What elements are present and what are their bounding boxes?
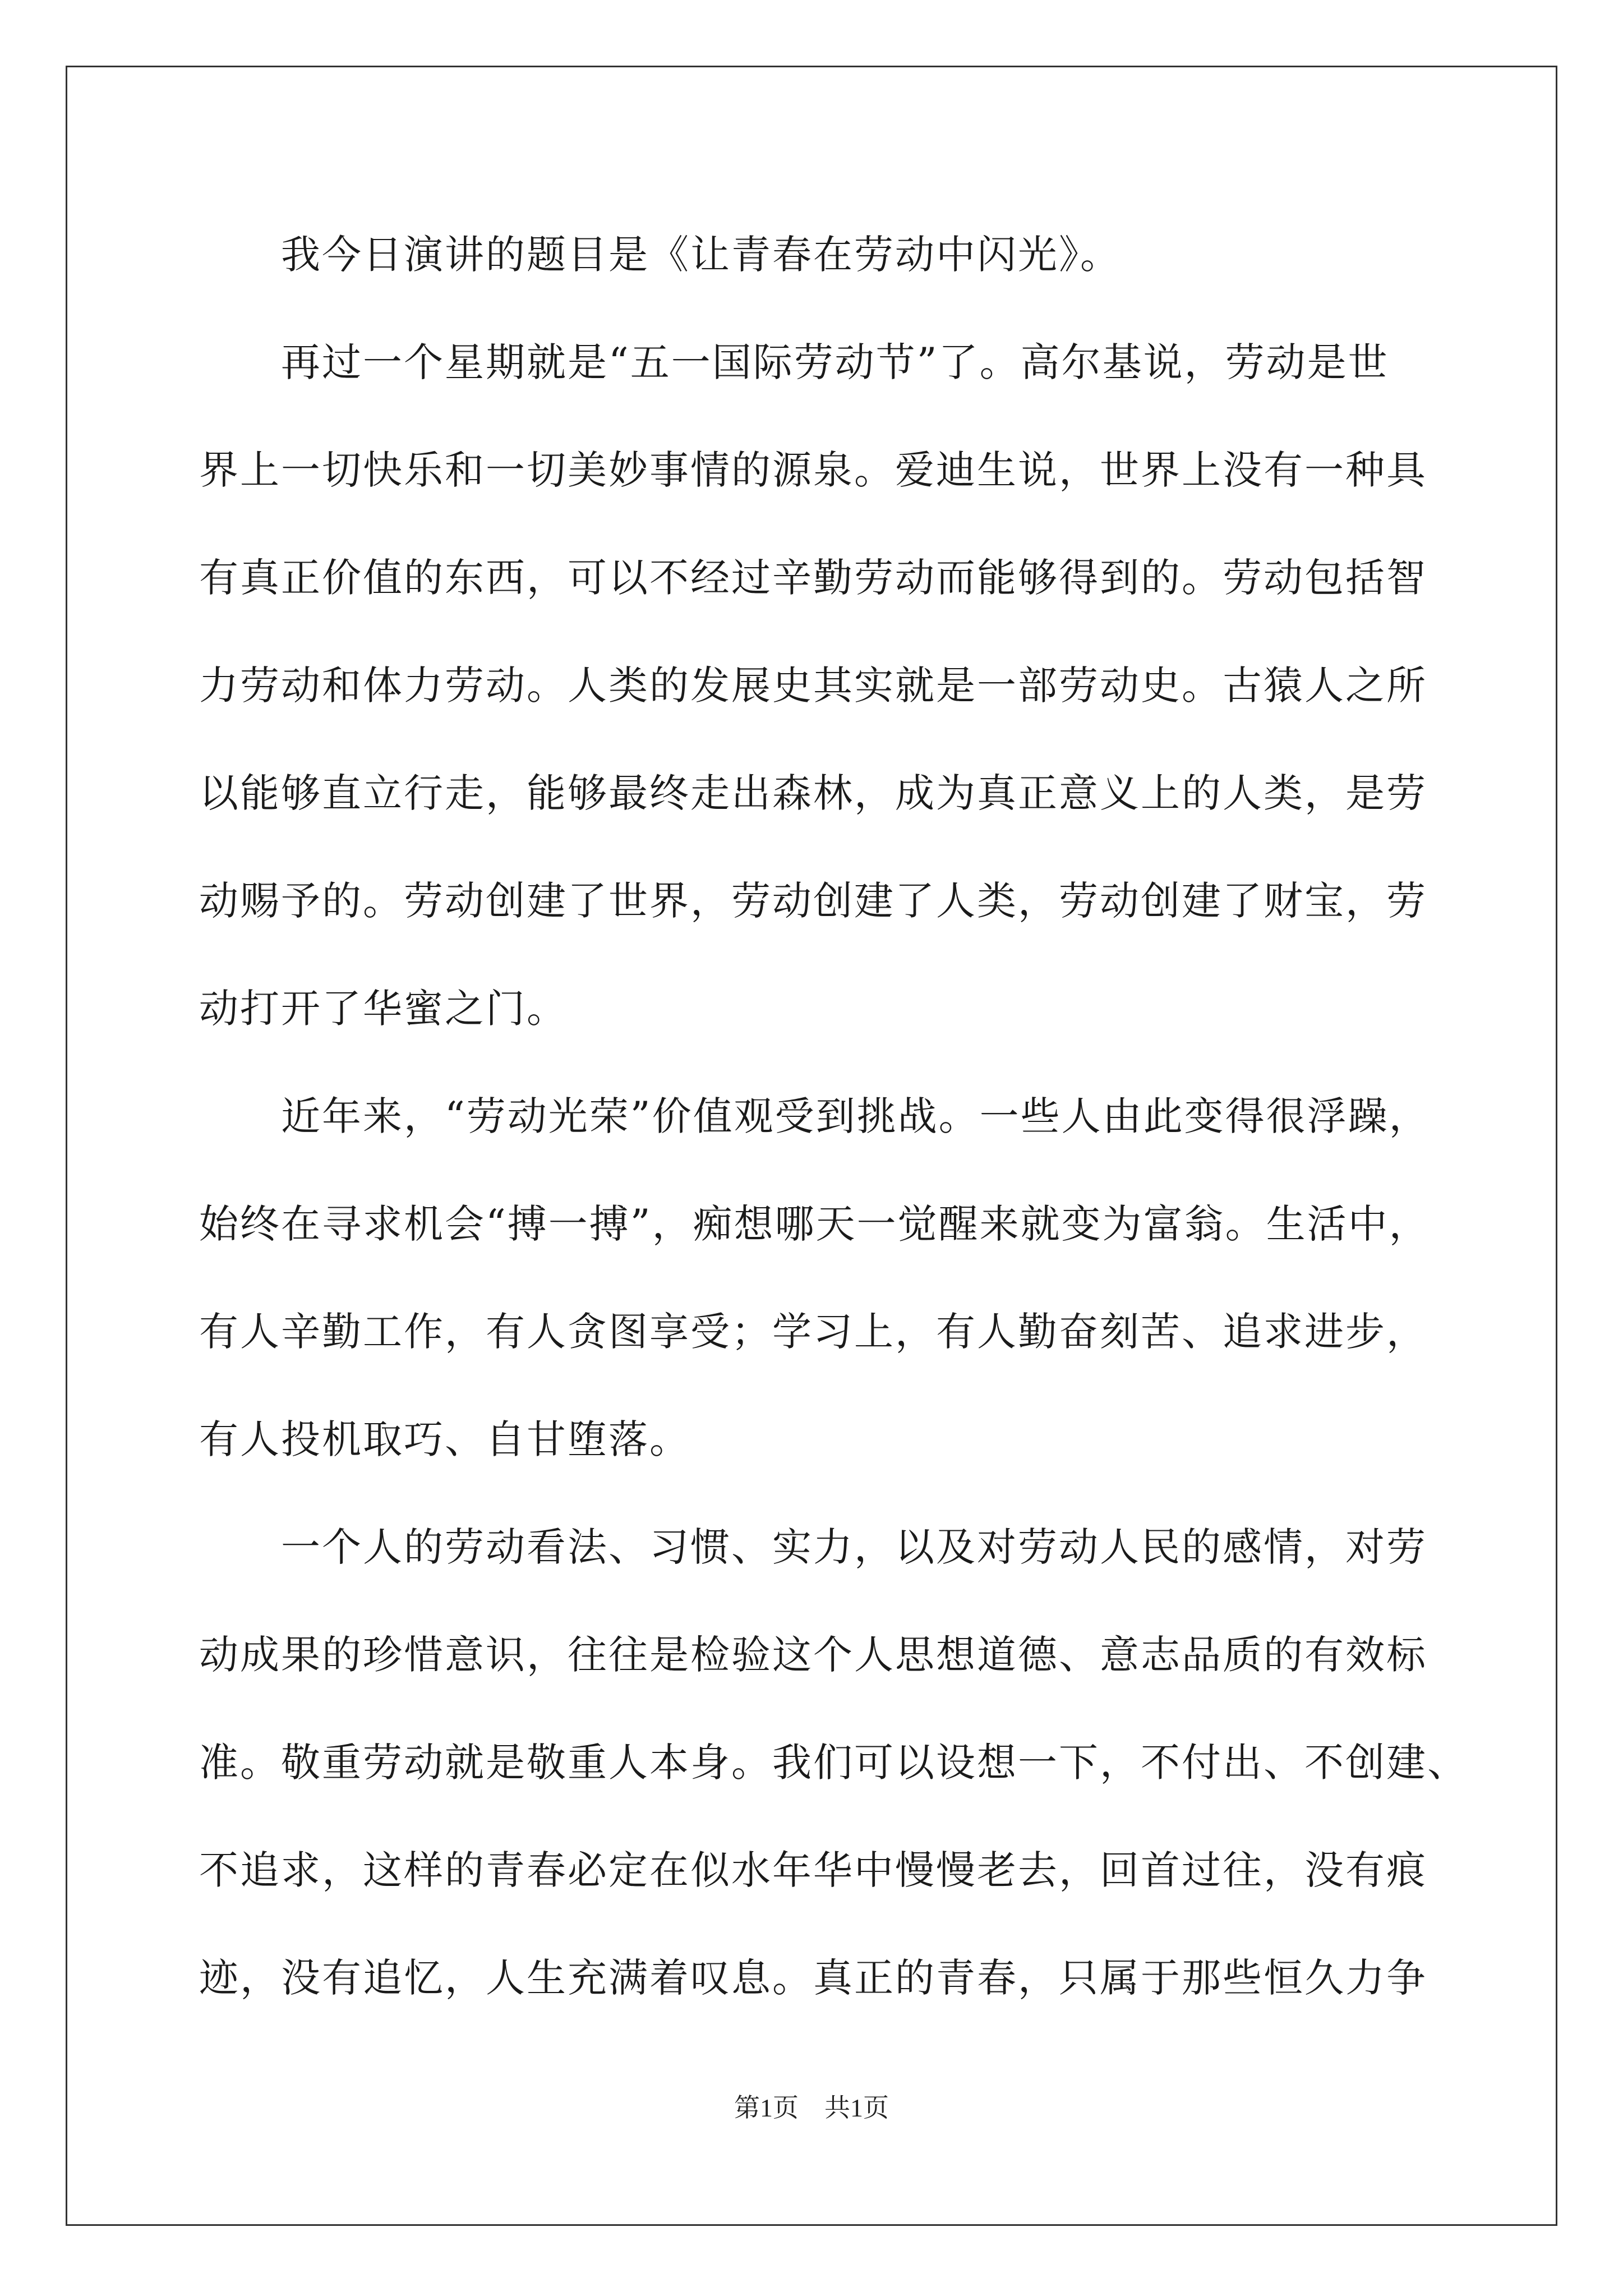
text-line: 近年来，“劳动光荣”价值观受到挑战。一些人由此变得很浮躁， (281, 1093, 1430, 1139)
page-number-footer: 第1页 共1页 (734, 2093, 889, 2122)
text-line: 有人辛勤工作，有人贪图享受；学习上，有人勤奋刻苦、追求进步， (199, 1309, 1427, 1355)
text-line: 力劳动和体力劳动。人类的发展史其实就是一部劳动史。古猿人之所 (199, 662, 1427, 708)
text-line: 始终在寻求机会“搏一搏”，痴想哪天一觉醒来就变为富翁。生活中， (199, 1201, 1430, 1247)
text-line: 动成果的珍惜意识，往往是检验这个人思想道德、意志品质的有效标 (199, 1632, 1427, 1678)
text-line: 动赐予的。劳动创建了世界，劳动创建了人类，劳动创建了财宝，劳 (199, 878, 1427, 924)
text-line: 不追求，这样的青春必定在似水年华中慢慢老去，回首过往，没有痕 (199, 1847, 1427, 1893)
text-line: 我今日演讲的题目是《让青春在劳动中闪光》。 (281, 232, 1121, 278)
text-line: 界上一切快乐和一切美妙事情的源泉。爱迪生说，世界上没有一种具 (199, 447, 1427, 493)
text-line: 再过一个星期就是“五一国际劳动节”了。高尔基说，劳动是世 (281, 339, 1389, 385)
document-body (199, 201, 1468, 2032)
text-line: 以能够直立行走，能够最终走出森林，成为真正意义上的人类，是劳 (199, 770, 1427, 816)
text-line: 一个人的劳动看法、习惯、实力，以及对劳动人民的感情，对劳 (281, 1524, 1427, 1570)
text-line: 动打开了华蜜之门。 (199, 986, 568, 1032)
text-line: 有人投机取巧、自甘堕落。 (199, 1416, 690, 1462)
text-line: 准。敬重劳动就是敬重人本身。我们可以设想一下，不付出、不创建、 (199, 1740, 1468, 1786)
text-line: 有真正价值的东西，可以不经过辛勤劳动而能够得到的。劳动包括智 (199, 555, 1427, 601)
text-line: 迹，没有追忆，人生充满着叹息。真正的青春，只属于那些恒久力争 (199, 1955, 1427, 2001)
